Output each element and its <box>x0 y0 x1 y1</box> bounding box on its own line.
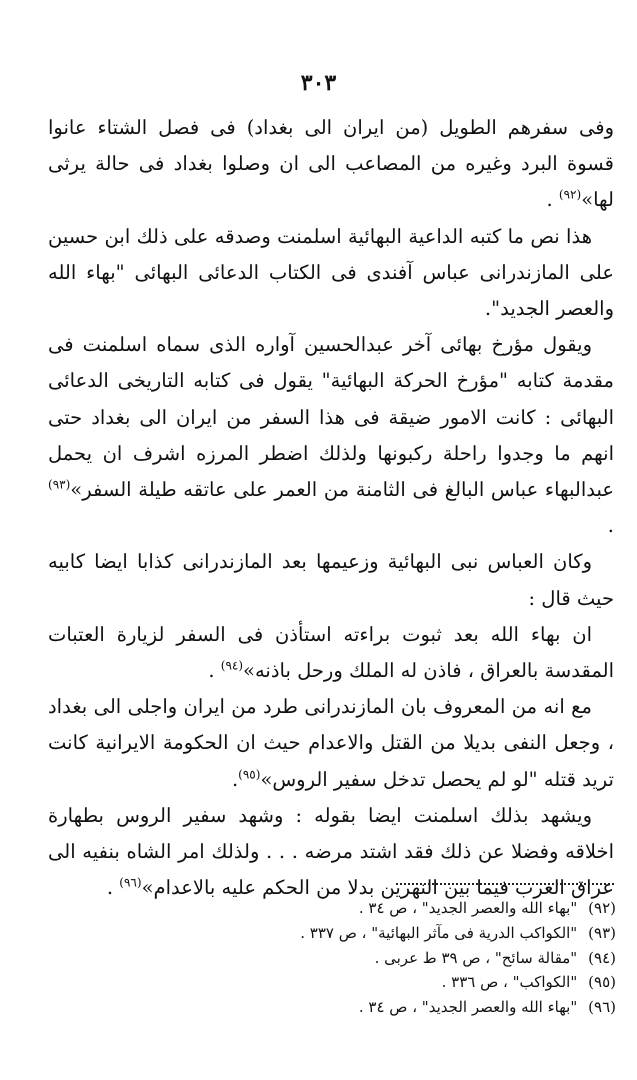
paragraph <box>48 219 614 328</box>
footnote-reference: (٩٢) <box>558 187 582 202</box>
footnote <box>200 896 616 921</box>
paragraph-text: هذا نص ما كتبه الداعية البهائية اسلمنت وصدقه على ذلك ابن حسين على المازندرانى عباس آفندى فى الكتاب الدعائى البهائى "بهاء الله والعصر الجديد". <box>48 224 614 321</box>
footnote-reference: (٩٣) <box>48 477 71 492</box>
body-text <box>48 110 614 906</box>
paragraph-tail: . <box>231 767 239 791</box>
paragraph <box>48 617 614 689</box>
footnote <box>200 970 616 995</box>
paragraph <box>48 798 614 907</box>
footnote-text: "الكواكب الدرية فى مآثر البهائية" ، ص ٣٣٧ . <box>300 923 578 942</box>
footnote-number: (٩٤) <box>588 948 616 967</box>
footnote-number: (٩٥) <box>588 973 616 992</box>
footnote-number: (٩٦) <box>588 998 616 1017</box>
footnote-text: "بهاء الله والعصر الجديد" ، ص ٣٤ . <box>358 899 578 917</box>
page-number: ٣٠٣ <box>300 70 337 96</box>
paragraph-tail: . <box>607 514 614 538</box>
footnote <box>200 946 616 971</box>
paragraph-tail: . <box>546 188 559 212</box>
footnote-reference: (٩٥) <box>238 767 261 782</box>
paragraph <box>48 544 614 616</box>
paragraph-text: مع انه من المعروف بان المازندرانى طرد من ايران واجلى الى بغداد ، وجعل النفى بديلا من القتل والاعدام حيث ان الحكومة الايرانية كانت تريد قتله "لو لم يحصل تدخل سفير الروس» <box>48 695 614 791</box>
footnote-number: (٩٣) <box>588 923 616 942</box>
footnote-text: "الكواكب" ، ص ٣٣٦ . <box>441 973 578 992</box>
paragraph-text: ويشهد بذلك اسلمنت ايضا بقوله : وشهد سفير الروس بطهارة اخلاقه وفضلا عن ذلك فقد اشتد مرضه . . . ولذلك امر الشاه بنفيه الى عراق العرب فيما بين النهرين بدلا من الحكم عليه بالاعدام» <box>48 803 614 900</box>
paragraph-tail: . <box>208 659 221 683</box>
paragraph-text: ويقول مؤرخ بهائى آخر عبدالحسين آواره الذى سماه اسلمنت فى مقدمة كتابه "مؤرخ الحركة البهائية" يقول فى كتابه التاريخى الدعائى البهائى : كانت الامور ضيقة فى هذا السفر من ايران الى بغداد حتى انهم ما وجدوا راحلة ركبونها ولذلك اضطر المرزه اشرف ان يحمل عبدالبهاء عباس البالغ فى الثامنة من العمر على عاتقه طيلة السفر» <box>48 333 614 502</box>
footnotes <box>200 896 616 1020</box>
footnote-separator <box>396 883 614 885</box>
paragraph-text: وكان العباس نبى البهائية وزعيمها بعد المازندرانى كذابا ايضا كابيه حيث قال : <box>48 550 614 610</box>
paragraph <box>48 327 614 544</box>
paragraph-text: وفى سفرهم الطويل (من ايران الى بغداد) فى فصل الشتاء عانوا قسوة البرد وغيره من المصاعب الى ان وصلوا بغداد فى حالة يرثى لها» <box>48 116 614 212</box>
paragraph-tail: . <box>106 876 120 900</box>
footnote <box>200 921 616 946</box>
paragraph-text: ان بهاء الله بعد ثبوت براءته استأذن فى السفر لزيارة العتبات المقدسة بالعراق ، فاذن له الملك ورحل باذنه» <box>48 622 614 683</box>
paragraph <box>48 689 614 798</box>
footnote-reference: (٩٦) <box>119 875 142 890</box>
footnote <box>200 995 616 1020</box>
paragraph <box>48 110 614 219</box>
footnote-text: "مقالة سائح" ، ص ٣٩ ط عربى . <box>374 948 578 967</box>
footnote-number: (٩٢) <box>588 899 616 917</box>
footnote-text: "بهاء الله والعصر الجديد" ، ص ٣٤ . <box>358 998 578 1017</box>
footnote-reference: (٩٤) <box>220 658 244 673</box>
